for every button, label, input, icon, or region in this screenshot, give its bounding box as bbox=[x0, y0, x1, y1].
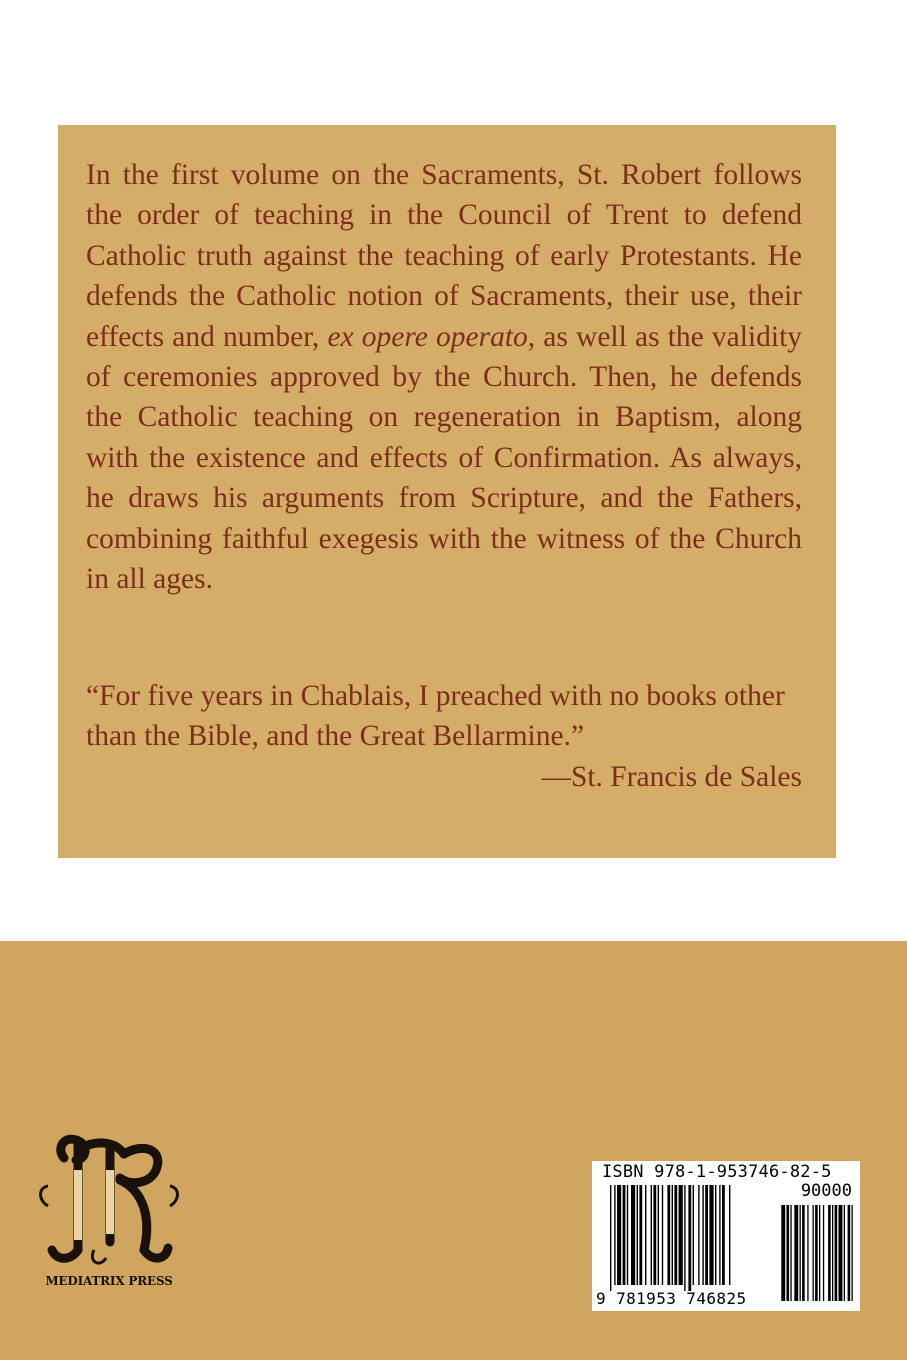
barcode-bar bbox=[679, 1185, 683, 1285]
barcode-bar bbox=[627, 1185, 628, 1285]
barcode-bar bbox=[688, 1185, 691, 1291]
barcode-bar bbox=[651, 1185, 652, 1285]
addon-bar bbox=[819, 1205, 820, 1301]
barcode-bar bbox=[705, 1185, 708, 1285]
addon-bar bbox=[790, 1205, 791, 1301]
addon-bar bbox=[794, 1205, 798, 1301]
barcode-bar bbox=[614, 1185, 615, 1285]
ean-number: 9 781953 746825 bbox=[596, 1289, 747, 1308]
addon-bar bbox=[835, 1205, 838, 1301]
barcode-bar bbox=[693, 1185, 694, 1285]
barcode-bar bbox=[631, 1185, 635, 1285]
barcode-bar bbox=[729, 1185, 730, 1285]
quote-text: “For five years in Chablais, I preached with no books other than the Bible, and the Great Bellarmine.” bbox=[86, 680, 785, 753]
barcode-bar bbox=[662, 1185, 663, 1285]
barcode-bar bbox=[617, 1185, 621, 1285]
addon-bar bbox=[852, 1205, 853, 1301]
barcode-bar bbox=[653, 1185, 656, 1285]
addon-bar bbox=[848, 1205, 851, 1301]
barcode-bar bbox=[672, 1185, 673, 1285]
barcode-bar bbox=[702, 1185, 703, 1285]
addon-bar bbox=[844, 1205, 845, 1301]
barcode-bar bbox=[719, 1185, 720, 1285]
barcode-bar bbox=[667, 1185, 670, 1285]
addon-bar bbox=[781, 1205, 785, 1301]
barcode-bar bbox=[698, 1185, 699, 1285]
description-panel bbox=[58, 125, 836, 858]
barcode-bar bbox=[722, 1185, 725, 1285]
isbn-label: ISBN 978-1-953746-82-5 bbox=[602, 1162, 832, 1182]
addon-bar bbox=[839, 1205, 843, 1301]
addon-bar bbox=[807, 1205, 808, 1301]
publisher-name: MEDIATRIX PRESS bbox=[45, 1274, 173, 1288]
addon-bar bbox=[815, 1205, 818, 1301]
barcode-bar bbox=[715, 1185, 716, 1285]
barcode-bar bbox=[645, 1185, 646, 1285]
addon-bar bbox=[832, 1205, 833, 1301]
isbn-barcode bbox=[592, 1161, 860, 1311]
addon-bar bbox=[787, 1205, 790, 1301]
addon-bar bbox=[813, 1205, 814, 1301]
addon-bar bbox=[802, 1205, 805, 1301]
addon-bar bbox=[828, 1205, 831, 1301]
addon-bar bbox=[800, 1205, 801, 1301]
quote-attribution: —St. Francis de Sales bbox=[541, 760, 802, 793]
price-addon-label: 90000 bbox=[800, 1181, 852, 1201]
barcode-bar bbox=[610, 1185, 611, 1291]
barcode-bar bbox=[639, 1185, 642, 1285]
testimonial-quote bbox=[86, 676, 802, 797]
barcode-bar bbox=[637, 1185, 638, 1285]
publisher-logo bbox=[34, 1130, 184, 1290]
blurb-text: In the first volume on the Sacraments, St. Robert follows the order of teaching in the Council of Trent to defend Catholic truth against the teaching of early Protestants. He defends the Catholic notion of Sacraments, their use, their effects and number, ex opere operato, as well as the validity of ceremonies approved by the Church. Then, he defends the Catholic teaching on regeneration in Baptism, along with the existence and effects of Confirmation. As always, he draws his arguments from Scripture, and the Fathers, combining faithful exegesis with the witness of the Church in all ages. bbox=[86, 159, 803, 596]
barcode-bar bbox=[709, 1185, 713, 1285]
barcode-bar bbox=[623, 1185, 626, 1285]
barcode-bar bbox=[658, 1185, 659, 1285]
addon-bar bbox=[823, 1205, 824, 1301]
latin-phrase: ex opere operato bbox=[327, 320, 528, 353]
barcode-bar bbox=[684, 1185, 685, 1291]
barcode-bar bbox=[674, 1185, 677, 1285]
publisher-monogram-icon bbox=[34, 1130, 184, 1272]
